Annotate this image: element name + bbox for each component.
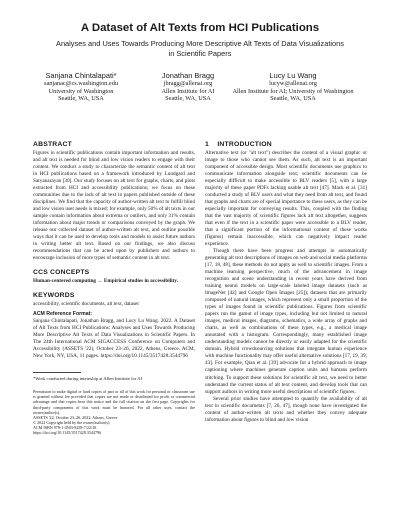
- author-name: Lucy Lu Wang: [269, 71, 317, 80]
- left-column: [33, 140, 195, 435]
- author-name: Jonathan Bragg: [161, 71, 215, 80]
- right-column: [205, 140, 367, 424]
- isbn-line: ACM ISBN 978-1-4503-9258-7/22/10.: [33, 424, 98, 430]
- abstract-heading: ABSTRACT: [33, 141, 72, 148]
- intro-paragraph-1: Alternative text (or "alt text") describes the content of a visual graphic or image to those who cannot see them. As such, alt text is an important component of accessible design. Most scientific documents use graphics to communicate information alongside text; scientific documents can be especially difficult to make accessible to BLV readers [5], with a large majority of these paper PDFs lacking usable alt text [47]. Mack et al. [31] conducted a study of BLV users and what they need from alt text, and found that graphs and charts are of special importance to these users, as they can be especially important for conveying results. This, coupled with the finding that the vast majority of scientific figures lack alt text altogether, suggests that even if the text in a scientific paper were accessible to a BLV reader, that a significant portion of the informational content of these works (figures) remain inaccessible, which can negatively impact reader experience.: [205, 150, 367, 248]
- abstract-text: Figures in scientific publications contain important information and results, and alt text is needed for blind and low vision readers to engage with their content. We conduct a study to characterize the semantic content of alt text in HCI publications based on a framework introduced by Lundgard and Satyanarayan [30]. Our study focuses on alt text for graphs, charts, and plots extracted from HCI and accessibility publications; we focus on these communities due to the lack of alt text in papers published outside of these disciplines. We find that the capacity of author-written alt text to fulfill blind and low vision user needs is mixed; for example, only 50% of alt texts in our sample contain information about extrema or outliers, and only 31% contain information about major trends or comparisons conveyed by the graph. We release our collected dataset of author-written alt text, and outline possible ways that it can be used to develop tools and models to assist future authors in writing better alt text. Based on our findings, we also discuss recommendations that can be acted upon by publishers and authors to encourage inclusion of more types of semantic content in alt text.: [33, 150, 195, 262]
- author-name: Sanjana Chintalapati*: [45, 71, 117, 80]
- introduction-heading: 1 INTRODUCTION: [205, 141, 272, 148]
- conference-line: ASSETS '22, October 23–26, 2022, Athens, Greece: [33, 414, 118, 420]
- intro-paragraph-2: Though there have been progress and attempts in automatically generating alt text descriptions of images on web and social media platforms [17, 18, 48], these methods do not apply as well to scientific images. From a machine learning perspective, much of the advancement in image recognition and scene understanding in recent years have derived from training neural models on large-scale labeled image datasets (such as ImageNet [42] and Google Open Images [25]); datasets that are primarily composed of natural images, which represent only a small proportion of the types of images found in scientific publications. Figures from scientific papers run the gamut of image types, including but not limited to natural images, medical images, diagrams, schematics, a wide array of graphs and charts, as well as combinations of these types, e.g., a medical image annotated with a histogram. Correspondingly, many established image understanding models cannot be directly or easily adapted for the scientific domain. Hybrid crowdsourcing solutions that integrate human experience with machine functionality may offer useful alternative solutions [17, 19, 39, 43]. For example, Qian et al. [39] advocate for a hybrid approach to image captioning where machines generate caption units and humans perform stitching. To support these solutions for scientific alt text, we need to better understand the current status of alt text content, and develop tools that can support authors in writing more useful descriptions of scientific figures.: [205, 248, 367, 395]
- reference-format-text: Sanjana Chintalapati, Jonathan Bragg, and Lucy Lu Wang. 2022. A Dataset of Alt Texts from HCI Publications: Analyses and Uses Towards Producing More Descriptive Alt Texts of Data Visualizations in Scientific Papers. In The 24th International ACM SIGACCESS Conference on Computers and Accessibility (ASSETS '22), October 23–26, 2022, Athens, Greece. ACM, New York, NY, USA, 11 pages. https://doi.org/10.1145/3517428.3544796: [33, 318, 195, 360]
- doi-link[interactable]: https://doi.org/10.1145/3517428.3544796: [33, 429, 102, 435]
- author-location: Seattle, WA, USA: [165, 95, 211, 102]
- permission-block: [33, 389, 195, 434]
- author-location: Seattle, WA, USA: [58, 95, 104, 102]
- ccs-concepts-text: Human-centered computing → Empirical studies in accessibility.: [33, 278, 179, 285]
- ccs-concepts-heading: CCS CONCEPTS: [33, 269, 90, 277]
- author-affiliation: Allen Institute for AI; University of Washington: [232, 87, 354, 95]
- author-block: [0, 71, 400, 109]
- author-affiliation: University of Washington: [48, 87, 114, 95]
- author-2: [143, 71, 233, 103]
- author-3: [228, 71, 358, 103]
- author-footnote: *Work conducted during internship at Allen Institute for AI: [33, 376, 143, 382]
- author-1: [26, 71, 136, 103]
- author-location: Seattle, WA, USA: [270, 95, 316, 102]
- paper-title: A Dataset of Alt Texts from HCI Publications: [80, 22, 320, 34]
- author-affiliation: Allen Institute for AI: [161, 87, 215, 95]
- reference-format-heading: ACM Reference Format:: [33, 311, 93, 318]
- footnote-divider: [33, 372, 81, 373]
- author-email[interactable]: jbragg@allenai.org: [163, 80, 213, 87]
- intro-paragraph-3: Several prior studies have attempted to quantify the availability of alt text in scientific documents [7, 26, 47], though none have investigated the content of author-written alt texts and whether they convey adequate information about figures to blind and low vision: [205, 395, 367, 423]
- keywords-heading: KEYWORDS: [33, 292, 75, 300]
- copyright-line: © 2022 Copyright held by the owner/author(s).: [33, 419, 111, 425]
- author-email[interactable]: lucyw@allenai.org: [269, 80, 317, 87]
- keywords-text: accessibility, scientific documents, alt text, dataset: [33, 301, 139, 308]
- author-email[interactable]: sanjanac@cs.washington.edu: [44, 80, 118, 87]
- permission-text: Permission to make digital or hard copies of part or all of this work for personal or classroom use is granted without fee provided that copies are not made or distributed for profit or commercial advantage and that copies bear this notice and the full citation on the first page. Copyrights for third-party components of this work must be honored. For all other uses, contact the owner/author(s).: [33, 389, 195, 415]
- paper-subtitle: Analyses and Uses Towards Producing More Descriptive Alt Texts of Data Visualizations in Scientific Papers: [56, 39, 344, 58]
